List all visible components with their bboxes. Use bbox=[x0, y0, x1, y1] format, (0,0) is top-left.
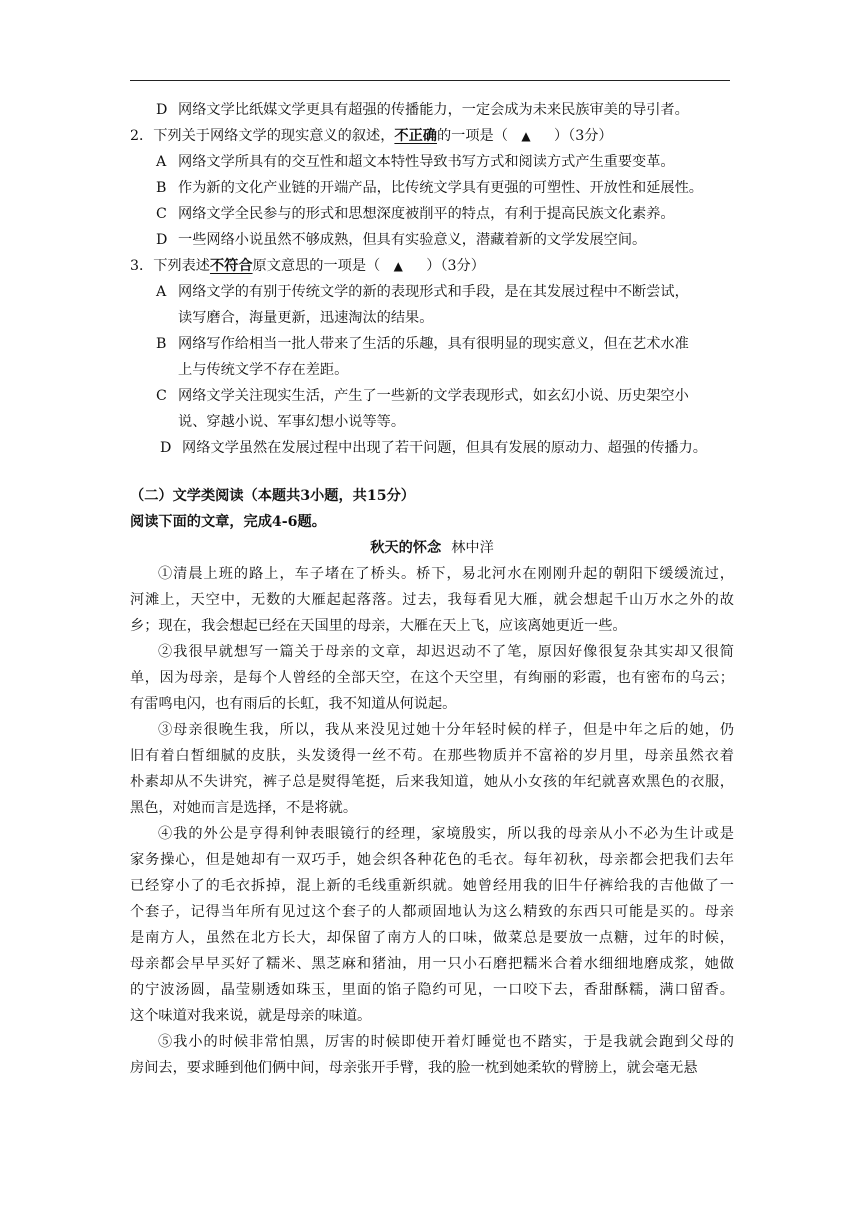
paragraph-line: 房间去，要求睡到他们俩中间，母亲张开手臂，我的脸一枕到她柔软的臂膀上，就会毫无悬 bbox=[130, 1060, 698, 1076]
option-label: C bbox=[156, 388, 167, 404]
option-text: 网络文学关注现实生活，产生了一些新的文学表现形式，如玄幻小说、历史架空小 bbox=[178, 388, 689, 404]
paragraph-line: 河滩上，天空中，无数的大雁起起落落。过去，我每看见大雁，就会想起千山万水之外的故 bbox=[130, 592, 734, 608]
q3-option-a-cont bbox=[130, 305, 734, 331]
paragraph-line: ⑤我小的时候非常怕黑，厉害的时候即使开着灯睡觉也不踏实，于是我就会跑到父母的 bbox=[158, 1034, 734, 1050]
article-body bbox=[130, 561, 734, 1081]
header-rule bbox=[130, 80, 730, 81]
paragraph-line: 黑色，对她而言是选择，不是将就。 bbox=[130, 800, 358, 816]
paragraph-line: ③母亲很晚生我，所以，我从来没见过她十分年轻时候的样子，但是中年之后的她，仍 bbox=[158, 722, 734, 738]
option-label: B bbox=[156, 336, 167, 352]
answer-marker: ▲ bbox=[393, 259, 403, 273]
option-label: D bbox=[156, 102, 168, 118]
answer-marker: ▲ bbox=[521, 129, 531, 143]
article-author: 林中洋 bbox=[451, 540, 494, 556]
paragraph-line: 的宁波汤圆，晶莹剔透如珠玉，里面的馅子隐约可见，一口咬下去，香甜酥糯，满口留香。 bbox=[130, 982, 734, 998]
paragraph-line: 个套子，记得当年所有见过这个套子的人都顽固地认为这么精致的东西只可能是买的。母亲 bbox=[130, 904, 734, 920]
paragraph-line: ④我的外公是亨得利钟表眼镜行的经理，家境殷实，所以我的母亲从小不必为生计或是 bbox=[158, 826, 734, 842]
q2-suffix: 的一项是（ bbox=[436, 128, 508, 144]
paragraph-line: 朴素却从不失讲究，裤子总是熨得笔挺，后来我知道，她从小女孩的年纪就喜欢黑色的衣服， bbox=[130, 774, 734, 790]
q2-option-d bbox=[130, 227, 734, 253]
paragraph-line: 有雷鸣电闪，也有雨后的长虹，我不知道从何说起。 bbox=[130, 696, 457, 712]
q3-option-a bbox=[130, 279, 734, 305]
paragraph-line: 单，因为母亲，是每个人曾经的全部天空，在这个天空里，有绚丽的彩霞，也有密布的乌云； bbox=[130, 670, 734, 686]
q2-emphasis: 不正确 bbox=[394, 128, 437, 144]
article-title-line bbox=[130, 535, 734, 561]
paragraph-line: 母亲都会早早买好了糯米、黑芝麻和猪油，用一只小石磨把糯米合着水细细地磨成浆，她做 bbox=[130, 956, 734, 972]
q3-stem bbox=[130, 253, 734, 279]
document-page bbox=[130, 97, 734, 1081]
option-text: 网络文学所具有的交互性和超文本特性导致书写方式和阅读方式产生重要变革。 bbox=[178, 154, 675, 170]
section-gap bbox=[130, 461, 734, 483]
option-text: 网络文学的有别于传统文学的新的表现形式和手段，是在其发展过程中不断尝试， bbox=[178, 284, 689, 300]
q3-score: ）（3分） bbox=[426, 258, 485, 274]
option-label: C bbox=[156, 206, 167, 222]
q2-stem bbox=[130, 123, 734, 149]
option-text: 网络文学比纸媒文学更具有超强的传播能力，一定会成为未来民族审美的导引者。 bbox=[178, 102, 689, 118]
q3-emphasis: 不符合 bbox=[209, 258, 253, 274]
paragraph-line: ①清晨上班的路上，车子堵在了桥头。桥下，易北河水在刚刚升起的朝阳下缓缓流过， bbox=[158, 566, 734, 582]
option-label: B bbox=[156, 180, 167, 196]
option-label: D bbox=[156, 232, 168, 248]
q2-prefix: 2．下列关于网络文学的现实意义的叙述， bbox=[130, 128, 395, 144]
option-text-cont: 读写磨合，海量更新，迅速淘汰的结果。 bbox=[178, 310, 434, 326]
option-text: 一些网络小说虽然不够成熟，但具有实验意义，潜藏着新的文学发展空间。 bbox=[178, 232, 647, 248]
option-text: 网络写作给相当一批人带来了生活的乐趣，具有很明显的现实意义，但在艺术水准 bbox=[178, 336, 689, 352]
q3-option-b bbox=[130, 331, 734, 357]
option-text-cont: 上与传统文学不存在差距。 bbox=[178, 362, 349, 378]
section-instruction: 阅读下面的文章，完成4-6题。 bbox=[130, 514, 326, 530]
q3-option-b-cont bbox=[130, 357, 734, 383]
section-heading: （二）文学类阅读（本题共3小题，共15分） bbox=[130, 488, 415, 504]
option-text-cont: 说、穿越小说、军事幻想小说等等。 bbox=[178, 414, 406, 430]
article-title: 秋天的怀念 bbox=[370, 540, 442, 556]
option-label: A bbox=[156, 154, 167, 170]
q2-option-a bbox=[130, 149, 734, 175]
q2-option-b bbox=[130, 175, 734, 201]
paragraph-line: ②我很早就想写一篇关于母亲的文章，却迟迟动不了笔，原因好像很复杂其实却又很简 bbox=[158, 644, 734, 660]
q2-score: ）（3分） bbox=[553, 128, 613, 144]
q3-prefix: 3．下列表述 bbox=[130, 258, 210, 274]
option-text: 网络文学虽然在发展过程中出现了若干问题，但具有发展的原动力、超强的传播力。 bbox=[182, 440, 707, 456]
paragraph-line: 旧有着白皙细腻的皮肤，头发烫得一丝不苟。在那些物质并不富裕的岁月里，母亲虽然衣着 bbox=[130, 748, 734, 764]
q3-option-c-cont bbox=[130, 409, 734, 435]
q1-option-d bbox=[130, 97, 734, 123]
option-text: 网络文学全民参与的形式和思想深度被削平的特点，有利于提高民族文化素养。 bbox=[178, 206, 675, 222]
paragraph-line: 家务操心，但是她却有一双巧手，她会织各种花色的毛衣。每年初秋，母亲都会把我们去年 bbox=[130, 852, 734, 868]
paragraph-line: 这个味道对我来说，就是母亲的味道。 bbox=[130, 1008, 372, 1024]
q3-suffix: 原文意思的一项是（ bbox=[252, 258, 381, 274]
option-label: D bbox=[160, 440, 172, 456]
option-label: A bbox=[156, 284, 167, 300]
q3-option-d bbox=[130, 435, 734, 461]
q3-option-c bbox=[130, 383, 734, 409]
paragraph-line: 乡；现在，我会想起已经在天国里的母亲，大雁在天上飞，应该离她更近一些。 bbox=[130, 618, 627, 634]
option-text: 作为新的文化产业链的开端产品，比传统文学具有更强的可塑性、开放性和延展性。 bbox=[178, 180, 703, 196]
paragraph-line: 已经穿小了的毛衣拆掉，混上新的毛线重新织就。她曾经用我的旧牛仔裤给我的吉他做了一 bbox=[130, 878, 734, 894]
paragraph-line: 是南方人，虽然在北方长大，却保留了南方人的口味，做菜总是要放一点糖，过年的时候， bbox=[130, 930, 734, 946]
q2-option-c bbox=[130, 201, 734, 227]
